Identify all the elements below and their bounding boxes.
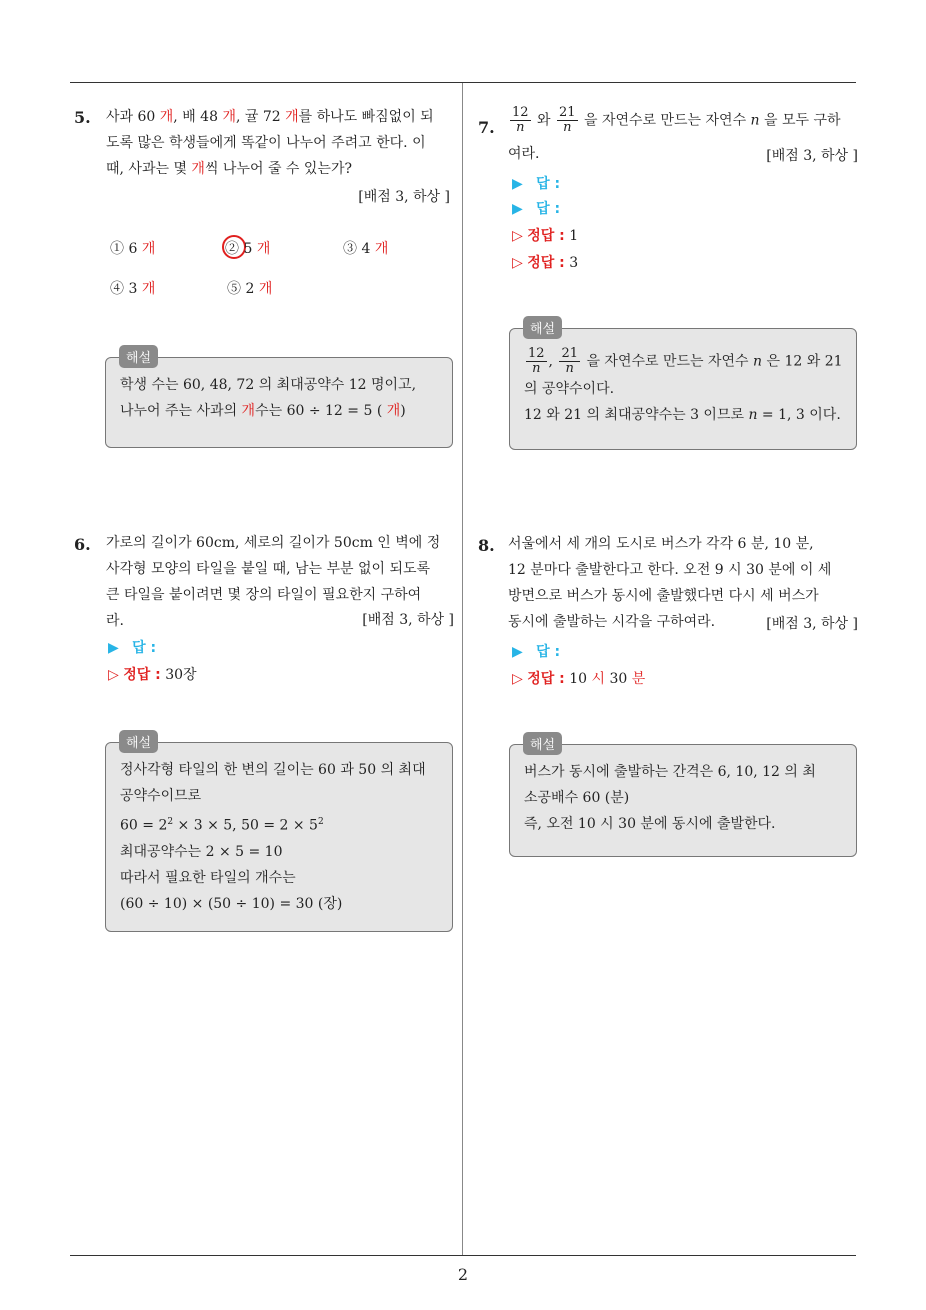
q8-line-3: 방면으로 버스가 동시에 출발했다면 다시 세 버스가	[508, 588, 819, 604]
play-icon: ▶	[108, 640, 119, 656]
q5-choice-4[interactable]: ④ 3 개	[110, 281, 156, 297]
q5-line-2: 도록 많은 학생들에게 똑같이 나누어 주려고 한다. 이	[106, 135, 426, 151]
q6-number: 6.	[74, 535, 91, 554]
outline-play-icon: ▷	[512, 228, 523, 244]
q8-line-1: 서울에서 세 개의 도시로 버스가 각각 6 분, 10 분,	[508, 536, 814, 552]
q6-line-1: 가로의 길이가 60cm, 세로의 길이가 50cm 인 벽에 정	[106, 535, 441, 551]
top-rule	[70, 82, 856, 83]
q8-sol-line-2: 소공배수 60 (분)	[524, 790, 630, 806]
q8-line-2: 12 분마다 출발한다고 한다. 오전 9 시 30 분에 이 세	[508, 562, 832, 578]
q6-sol-line-6: (60 ÷ 10) × (50 ÷ 10) = 30 (장)	[120, 895, 343, 912]
fraction-21-over-n: $\frac{21}{n}$	[558, 105, 576, 135]
q7-number: 7.	[478, 118, 495, 137]
q8-score: [배점 3, 하상 ]	[766, 616, 858, 632]
q7-correct-row-1: ▷ 정답 : 1	[512, 228, 579, 244]
q6-correct-row: ▷ 정답 : 30장	[108, 667, 197, 683]
q7-solution-box	[509, 328, 857, 450]
q6-score: [배점 3, 하상 ]	[362, 612, 454, 628]
q5-choice-1[interactable]: ① 6 개	[110, 241, 156, 257]
q6-line-2: 사각형 모양의 타일을 붙일 때, 남는 부분 없이 되도록	[106, 561, 431, 577]
q8-solution-tab: 해설	[523, 732, 562, 755]
q6-answer-row: ▶ 답 :	[108, 640, 157, 656]
q5-line-3: 때, 사과는 몇 개씩 나누어 줄 수 있는가?	[106, 161, 352, 177]
q5-line-1: 사과 60 개, 배 48 개, 귤 72 개를 하나도 빠짐없이 되	[106, 109, 434, 125]
q5-sol-line-1: 학생 수는 60, 48, 72 의 최대공약수 12 명이고,	[120, 377, 417, 393]
q7-answer-row-2: ▶ 답 :	[512, 201, 561, 217]
outline-play-icon: ▷	[512, 671, 523, 687]
q6-sol-line-1: 정사각형 타일의 한 변의 길이는 60 과 50 의 최대	[120, 762, 426, 778]
q7-score: [배점 3, 하상 ]	[766, 148, 858, 164]
page-number: 2	[457, 1265, 469, 1284]
q7-solution-tab: 해설	[523, 316, 562, 339]
q5-text	[106, 104, 456, 182]
outline-play-icon: ▷	[108, 667, 119, 683]
q6-line-3: 큰 타일을 붙이려면 몇 장의 타일이 필요한지 구하여	[106, 587, 422, 603]
q8-line-4: 동시에 출발하는 시각을 구하여라.	[508, 614, 716, 630]
q6-sol-line-4: 최대공약수는 2 × 5 = 10	[120, 843, 283, 860]
q7-answer-row-1: ▶ 답 :	[512, 176, 561, 192]
q8-solution-box	[509, 744, 857, 857]
q8-sol-line-1: 버스가 동시에 출발하는 간격은 6, 10, 12 의 최	[524, 764, 816, 780]
q5-solution-box	[105, 357, 453, 448]
play-icon: ▶	[512, 201, 523, 217]
q5-solution-tab: 해설	[119, 345, 158, 368]
q8-sol-line-3: 즉, 오전 10 시 30 분에 동시에 출발한다.	[524, 816, 776, 832]
q6-solution-box	[105, 742, 453, 932]
q5-choice-3[interactable]: ③ 4 개	[343, 241, 389, 257]
q7-line-1: $\frac{12}{n}$ 와 $\frac{21}{n}$ 을 자연수로 만드는 자연수 n 을 모두 구하	[512, 105, 841, 135]
column-divider	[462, 83, 463, 1255]
fraction-12-over-n: $\frac{12}{n}$	[512, 105, 529, 135]
q6-sol-line-2: 공약수이므로	[120, 788, 202, 804]
play-icon: ▶	[512, 644, 523, 660]
q6-solution-tab: 해설	[119, 730, 158, 753]
q7-correct-row-2: ▷ 정답 : 3	[512, 255, 579, 271]
q5-score: [배점 3, 하상 ]	[358, 189, 450, 205]
bottom-rule	[70, 1255, 856, 1256]
outline-play-icon: ▷	[512, 255, 523, 271]
q5-choice-2[interactable]: ② 5 개	[225, 241, 271, 257]
q6-sol-line-3: $60 = 2^2 \times 3 \times 5$, $50 = 2 \times 5^2$	[120, 817, 324, 834]
q7-sol-line-3: 12 와 21 의 최대공약수는 3 이므로 n = 1, 3 이다.	[524, 407, 841, 423]
q5-sol-line-2: 나누어 주는 사과의 개수는 60 ÷ 12 = 5 ( 개)	[120, 403, 406, 419]
q5-number: 5.	[74, 108, 91, 127]
q6-line-4: 라.	[106, 613, 124, 629]
q8-answer-row: ▶ 답 :	[512, 644, 561, 660]
play-icon: ▶	[512, 176, 523, 192]
q7-line-2: 여라.	[508, 146, 540, 162]
q7-sol-line-2: 의 공약수이다.	[524, 381, 615, 397]
q8-correct-row: ▷ 정답 : 10 시 30 분	[512, 671, 646, 687]
q6-sol-line-5: 따라서 필요한 타일의 개수는	[120, 869, 296, 886]
q5-choice-5[interactable]: ⑤ 2 개	[227, 281, 273, 297]
q8-number: 8.	[478, 536, 495, 555]
q7-sol-line-1: $\frac{12}{n}$ , $\frac{21}{n}$ 을 자연수로 만드는 자연수 n 은 12 와 21	[528, 346, 843, 376]
